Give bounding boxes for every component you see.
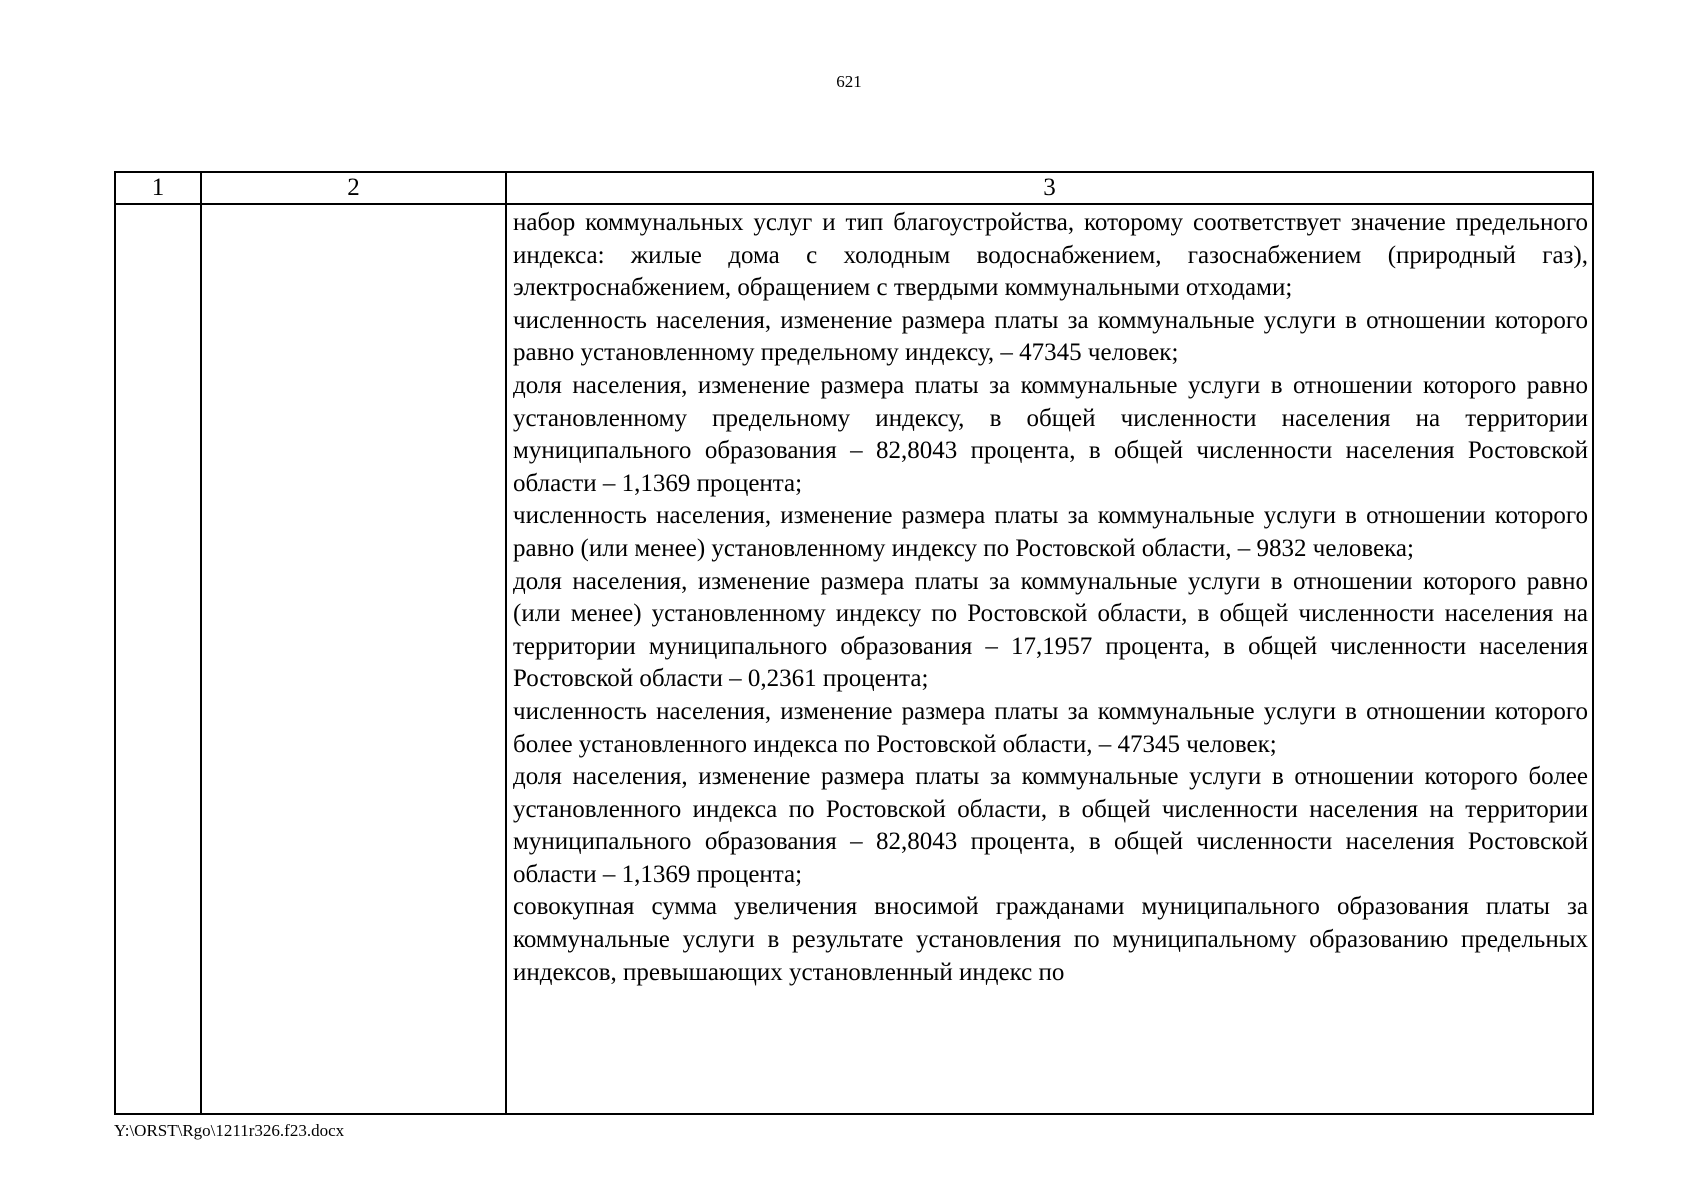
paragraph-share-equal-limit: доля населения, изменение размера платы за коммунальные услуги в отношении которого равно установленному предельному индексу, в общей численности населения на территории муниципального образования – 82,8043 процента, в общей численности населения Ростовской области – 1,1369 процента;	[513, 371, 1588, 497]
footer-file-path: Y:\ORST\Rgo\1211r326.f23.docx	[114, 1121, 345, 1140]
cell-col-1	[115, 204, 201, 1114]
paragraph-share-above: доля населения, изменение размера платы за коммунальные услуги в отношении которого более установленного индекса по Ростовской области, в общей численности населения на территории муниципального образования – 82,8043 процента, в общей численности населения Ростовской области – 1,1369 процента;	[513, 763, 1588, 888]
paragraph-population-equal-limit: численность населения, изменение размера платы за коммунальные услуги в отношении которого равно установленному предельному индексу, – 47345 человек;	[513, 306, 1588, 367]
cell-col-2	[201, 204, 506, 1114]
paragraph-population-above: численность населения, изменение размера платы за коммунальные услуги в отношении которого более установленного индекса по Ростовской области, – 47345 человек;	[513, 697, 1588, 758]
cell-col-3	[506, 204, 1593, 1114]
column-header-3: 3	[506, 172, 1593, 204]
paragraph-total-increase: совокупная сумма увеличения вносимой гражданами муниципального образования платы за коммунальные услуги в результате установления по муниципальному образованию предельных индексов, превышающих установленный индекс по	[513, 893, 1588, 986]
table-row	[115, 204, 1593, 1114]
paragraph-population-equal-or-less: численность населения, изменение размера платы за коммунальные услуги в отношении которого равно (или менее) установленному индексу по Ростовской области, – 9832 человека;	[513, 502, 1588, 562]
page-number: 621	[836, 72, 862, 91]
table-header-row	[115, 172, 1593, 204]
document-table	[114, 171, 1594, 1115]
column-header-1: 1	[115, 172, 201, 204]
paragraph-share-equal-or-less: доля населения, изменение размера платы за коммунальные услуги в отношении которого равно (или менее) установленному индексу по Ростовской области, в общей численности населения на территории муниципального образования – 17,1957 процента, в общей численности населения Ростовской области – 0,2361 процента;	[513, 567, 1588, 693]
paragraph-utility-set: набор коммунальных услуг и тип благоустройства, которому соответствует значение предельного индекса: жилые дома с холодным водоснабжением, газоснабжением (природный газ), электроснабжением, обращением с твердыми коммунальными отходами;	[513, 209, 1588, 302]
column-header-2: 2	[201, 172, 506, 204]
